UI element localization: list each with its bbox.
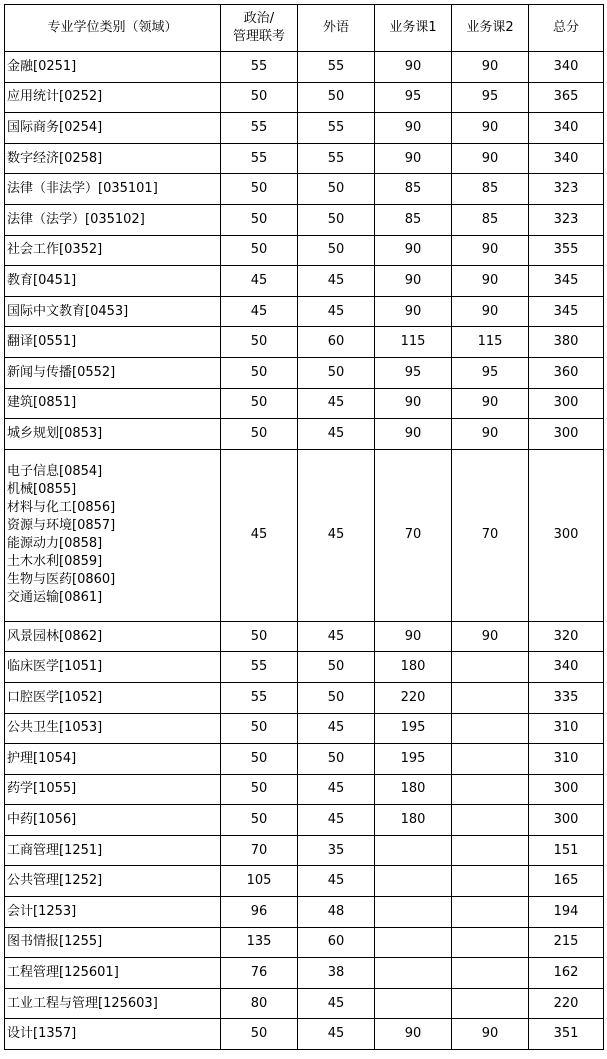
score-total: 323 bbox=[529, 174, 604, 205]
score-foreign-language: 55 bbox=[298, 113, 375, 144]
category-name: 国际商务[0254] bbox=[5, 113, 221, 144]
score-course-1: 95 bbox=[375, 357, 452, 388]
header-total: 总分 bbox=[529, 5, 604, 52]
category-name: 口腔医学[1052] bbox=[5, 682, 221, 713]
score-foreign-language: 55 bbox=[298, 52, 375, 83]
score-course-1: 95 bbox=[375, 82, 452, 113]
score-course-2: 90 bbox=[452, 266, 529, 297]
score-course-1: 90 bbox=[375, 143, 452, 174]
category-name: 公共管理[1252] bbox=[5, 866, 221, 897]
score-foreign-language: 50 bbox=[298, 235, 375, 266]
score-total: 151 bbox=[529, 835, 604, 866]
score-politics: 50 bbox=[221, 1019, 298, 1050]
score-total: 310 bbox=[529, 744, 604, 775]
table-row bbox=[5, 204, 604, 235]
score-politics: 55 bbox=[221, 143, 298, 174]
score-total: 165 bbox=[529, 866, 604, 897]
header-course-2: 业务课2 bbox=[452, 5, 529, 52]
score-course-2 bbox=[452, 958, 529, 989]
score-course-1: 180 bbox=[375, 652, 452, 683]
table-row bbox=[5, 357, 604, 388]
score-politics: 70 bbox=[221, 835, 298, 866]
header-politics-line: 管理联考 bbox=[232, 29, 285, 44]
table-row bbox=[5, 927, 604, 958]
score-politics: 50 bbox=[221, 327, 298, 358]
score-total: 340 bbox=[529, 52, 604, 83]
score-foreign-language: 50 bbox=[298, 682, 375, 713]
score-foreign-language: 45 bbox=[298, 774, 375, 805]
table-row bbox=[5, 958, 604, 989]
score-foreign-language: 45 bbox=[298, 805, 375, 836]
score-politics: 50 bbox=[221, 357, 298, 388]
category-name-line: 生物与医药[0860] bbox=[7, 572, 116, 588]
score-course-2 bbox=[452, 713, 529, 744]
category-name: 设计[1357] bbox=[5, 1019, 221, 1050]
score-politics: 50 bbox=[221, 82, 298, 113]
table-row bbox=[5, 988, 604, 1019]
score-course-2 bbox=[452, 897, 529, 928]
score-politics: 50 bbox=[221, 744, 298, 775]
table-row bbox=[5, 174, 604, 205]
score-course-1: 195 bbox=[375, 744, 452, 775]
score-course-1 bbox=[375, 988, 452, 1019]
score-total: 300 bbox=[529, 419, 604, 450]
score-foreign-language: 45 bbox=[298, 988, 375, 1019]
score-total: 300 bbox=[529, 805, 604, 836]
category-name: 金融[0251] bbox=[5, 52, 221, 83]
category-name-line: 土木水利[0859] bbox=[7, 554, 103, 570]
score-politics: 135 bbox=[221, 927, 298, 958]
score-course-2: 85 bbox=[452, 204, 529, 235]
category-name: 图书情报[1255] bbox=[5, 927, 221, 958]
table-row bbox=[5, 113, 604, 144]
category-name: 翻译[0551] bbox=[5, 327, 221, 358]
score-table bbox=[4, 4, 604, 1050]
table-row bbox=[5, 805, 604, 836]
category-name: 法律（非法学）[035101] bbox=[5, 174, 221, 205]
category-name: 药学[1055] bbox=[5, 774, 221, 805]
table-body bbox=[5, 52, 604, 1050]
score-course-1: 90 bbox=[375, 235, 452, 266]
score-politics: 55 bbox=[221, 682, 298, 713]
category-name-line: 资源与环境[0857] bbox=[7, 518, 116, 534]
header-row bbox=[5, 5, 604, 52]
score-course-2: 90 bbox=[452, 419, 529, 450]
score-foreign-language: 60 bbox=[298, 327, 375, 358]
score-foreign-language: 45 bbox=[298, 419, 375, 450]
score-foreign-language: 45 bbox=[298, 449, 375, 621]
score-foreign-language: 50 bbox=[298, 357, 375, 388]
score-politics: 76 bbox=[221, 958, 298, 989]
score-course-2 bbox=[452, 835, 529, 866]
table-row bbox=[5, 1019, 604, 1050]
score-foreign-language: 38 bbox=[298, 958, 375, 989]
category-name: 工程管理[125601] bbox=[5, 958, 221, 989]
score-total: 194 bbox=[529, 897, 604, 928]
score-foreign-language: 50 bbox=[298, 204, 375, 235]
category-name: 工业工程与管理[125603] bbox=[5, 988, 221, 1019]
table-row bbox=[5, 449, 604, 621]
score-course-1 bbox=[375, 866, 452, 897]
score-course-2 bbox=[452, 652, 529, 683]
score-foreign-language: 45 bbox=[298, 266, 375, 297]
score-foreign-language: 45 bbox=[298, 388, 375, 419]
score-course-2 bbox=[452, 744, 529, 775]
score-total: 345 bbox=[529, 296, 604, 327]
table-row bbox=[5, 82, 604, 113]
score-politics: 50 bbox=[221, 713, 298, 744]
score-politics: 96 bbox=[221, 897, 298, 928]
score-course-2 bbox=[452, 774, 529, 805]
score-foreign-language: 50 bbox=[298, 652, 375, 683]
category-name-line: 电子信息[0854] bbox=[7, 464, 103, 480]
score-course-2: 90 bbox=[452, 235, 529, 266]
category-name: 国际中文教育[0453] bbox=[5, 296, 221, 327]
score-course-1: 90 bbox=[375, 52, 452, 83]
table-row bbox=[5, 682, 604, 713]
score-politics: 105 bbox=[221, 866, 298, 897]
header-category: 专业学位类别（领域） bbox=[5, 5, 221, 52]
score-course-1 bbox=[375, 835, 452, 866]
score-total: 220 bbox=[529, 988, 604, 1019]
category-name: 中药[1056] bbox=[5, 805, 221, 836]
score-politics: 55 bbox=[221, 652, 298, 683]
score-foreign-language: 45 bbox=[298, 1019, 375, 1050]
score-total: 300 bbox=[529, 388, 604, 419]
header-politics bbox=[221, 5, 298, 52]
score-politics: 80 bbox=[221, 988, 298, 1019]
category-name-line: 机械[0855] bbox=[7, 482, 77, 498]
score-course-2 bbox=[452, 682, 529, 713]
score-foreign-language: 60 bbox=[298, 927, 375, 958]
score-politics: 50 bbox=[221, 621, 298, 652]
score-foreign-language: 50 bbox=[298, 82, 375, 113]
category-name: 教育[0451] bbox=[5, 266, 221, 297]
category-name: 工商管理[1251] bbox=[5, 835, 221, 866]
table-row bbox=[5, 774, 604, 805]
category-name: 城乡规划[0853] bbox=[5, 419, 221, 450]
table-row bbox=[5, 744, 604, 775]
score-course-1: 85 bbox=[375, 204, 452, 235]
table-row bbox=[5, 866, 604, 897]
score-politics: 45 bbox=[221, 266, 298, 297]
score-total: 300 bbox=[529, 449, 604, 621]
score-politics: 50 bbox=[221, 774, 298, 805]
table-row bbox=[5, 652, 604, 683]
category-name: 法律（法学）[035102] bbox=[5, 204, 221, 235]
header-politics-line: 政治/ bbox=[243, 11, 275, 26]
score-politics: 45 bbox=[221, 296, 298, 327]
score-course-2 bbox=[452, 988, 529, 1019]
score-politics: 50 bbox=[221, 419, 298, 450]
score-course-2: 70 bbox=[452, 449, 529, 621]
score-foreign-language: 35 bbox=[298, 835, 375, 866]
score-total: 345 bbox=[529, 266, 604, 297]
category-name: 护理[1054] bbox=[5, 744, 221, 775]
score-course-1: 180 bbox=[375, 805, 452, 836]
score-total: 323 bbox=[529, 204, 604, 235]
score-course-1: 90 bbox=[375, 266, 452, 297]
score-course-2 bbox=[452, 927, 529, 958]
score-politics: 50 bbox=[221, 235, 298, 266]
score-total: 310 bbox=[529, 713, 604, 744]
score-total: 340 bbox=[529, 652, 604, 683]
header-course-1: 业务课1 bbox=[375, 5, 452, 52]
score-total: 380 bbox=[529, 327, 604, 358]
score-total: 162 bbox=[529, 958, 604, 989]
score-course-2: 90 bbox=[452, 1019, 529, 1050]
score-course-1 bbox=[375, 897, 452, 928]
score-course-1: 85 bbox=[375, 174, 452, 205]
table-row bbox=[5, 235, 604, 266]
score-total: 360 bbox=[529, 357, 604, 388]
category-name-line: 能源动力[0858] bbox=[7, 536, 103, 552]
score-total: 351 bbox=[529, 1019, 604, 1050]
score-politics: 45 bbox=[221, 449, 298, 621]
score-course-2: 85 bbox=[452, 174, 529, 205]
category-name-line: 材料与化工[0856] bbox=[7, 500, 116, 516]
score-course-1: 115 bbox=[375, 327, 452, 358]
score-foreign-language: 45 bbox=[298, 621, 375, 652]
score-foreign-language: 55 bbox=[298, 143, 375, 174]
score-course-1: 195 bbox=[375, 713, 452, 744]
score-course-1 bbox=[375, 958, 452, 989]
score-total: 355 bbox=[529, 235, 604, 266]
category-name-line: 交通运输[0861] bbox=[7, 590, 103, 606]
score-course-1: 90 bbox=[375, 621, 452, 652]
category-name: 建筑[0851] bbox=[5, 388, 221, 419]
score-total: 215 bbox=[529, 927, 604, 958]
score-total: 335 bbox=[529, 682, 604, 713]
score-course-2: 90 bbox=[452, 621, 529, 652]
score-total: 340 bbox=[529, 113, 604, 144]
score-politics: 50 bbox=[221, 805, 298, 836]
table-row bbox=[5, 52, 604, 83]
score-politics: 55 bbox=[221, 52, 298, 83]
score-course-2: 90 bbox=[452, 113, 529, 144]
category-name: 社会工作[0352] bbox=[5, 235, 221, 266]
score-politics: 50 bbox=[221, 174, 298, 205]
score-course-1: 90 bbox=[375, 388, 452, 419]
score-course-2: 90 bbox=[452, 296, 529, 327]
table-row bbox=[5, 713, 604, 744]
score-course-2: 95 bbox=[452, 357, 529, 388]
category-name: 应用统计[0252] bbox=[5, 82, 221, 113]
score-course-1: 90 bbox=[375, 113, 452, 144]
score-total: 365 bbox=[529, 82, 604, 113]
category-name: 数字经济[0258] bbox=[5, 143, 221, 174]
score-foreign-language: 50 bbox=[298, 744, 375, 775]
score-total: 300 bbox=[529, 774, 604, 805]
score-foreign-language: 48 bbox=[298, 897, 375, 928]
score-course-1: 90 bbox=[375, 1019, 452, 1050]
score-total: 320 bbox=[529, 621, 604, 652]
score-total: 340 bbox=[529, 143, 604, 174]
category-name: 风景园林[0862] bbox=[5, 621, 221, 652]
score-foreign-language: 45 bbox=[298, 296, 375, 327]
score-course-2: 95 bbox=[452, 82, 529, 113]
table-row bbox=[5, 266, 604, 297]
score-course-1: 90 bbox=[375, 296, 452, 327]
table-row bbox=[5, 296, 604, 327]
score-foreign-language: 45 bbox=[298, 866, 375, 897]
score-course-1: 180 bbox=[375, 774, 452, 805]
score-politics: 50 bbox=[221, 204, 298, 235]
score-foreign-language: 50 bbox=[298, 174, 375, 205]
table-row bbox=[5, 897, 604, 928]
score-course-1 bbox=[375, 927, 452, 958]
score-course-2 bbox=[452, 805, 529, 836]
score-politics: 55 bbox=[221, 113, 298, 144]
score-politics: 50 bbox=[221, 388, 298, 419]
score-course-1: 70 bbox=[375, 449, 452, 621]
header-foreign-language: 外语 bbox=[298, 5, 375, 52]
table-row bbox=[5, 327, 604, 358]
table-row bbox=[5, 621, 604, 652]
table-row bbox=[5, 419, 604, 450]
category-name: 临床医学[1051] bbox=[5, 652, 221, 683]
category-name bbox=[5, 449, 221, 621]
category-name: 会计[1253] bbox=[5, 897, 221, 928]
score-course-2: 115 bbox=[452, 327, 529, 358]
table-row bbox=[5, 835, 604, 866]
score-course-1: 220 bbox=[375, 682, 452, 713]
table-row bbox=[5, 388, 604, 419]
score-foreign-language: 45 bbox=[298, 713, 375, 744]
category-name: 新闻与传播[0552] bbox=[5, 357, 221, 388]
score-course-1: 90 bbox=[375, 419, 452, 450]
category-name: 公共卫生[1053] bbox=[5, 713, 221, 744]
table-row bbox=[5, 143, 604, 174]
score-course-2: 90 bbox=[452, 52, 529, 83]
score-course-2: 90 bbox=[452, 143, 529, 174]
score-course-2 bbox=[452, 866, 529, 897]
score-course-2: 90 bbox=[452, 388, 529, 419]
